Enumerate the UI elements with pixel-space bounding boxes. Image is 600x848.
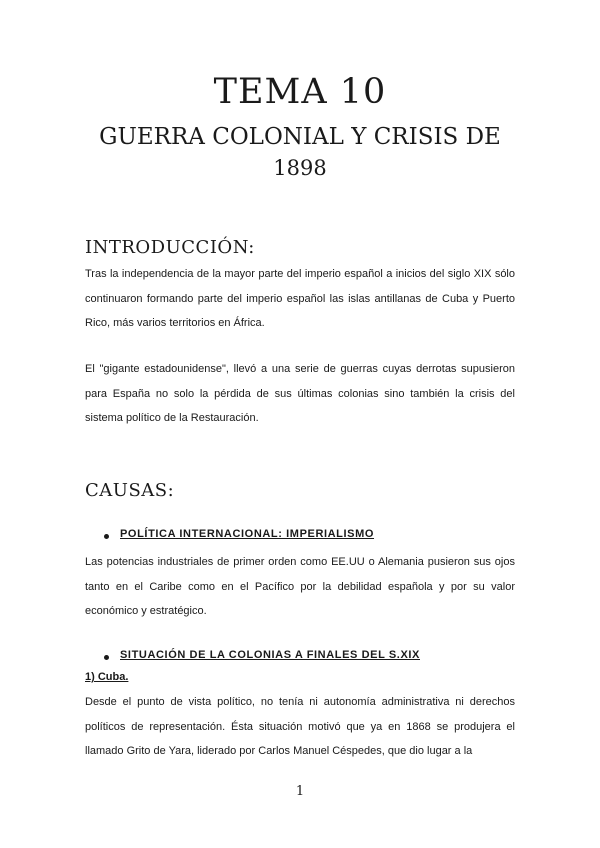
intro-paragraph-1: Tras la independencia de la mayor parte del imperio español a inicios del siglo XIX sólo continuaron formando parte del imperio español las islas antillanas de Cuba y Puerto Rico, más varios territorios en África. — [85, 268, 515, 329]
causas-paragraph-imperialismo: Las potencias industriales de primer orden como EE.UU o Alemania pusieron sus ojos tanto en el Caribe como en el Pacífico por la debilidad española y por su valor económico y estratégico. — [85, 556, 515, 617]
bullet-dot — [104, 534, 109, 539]
intro-paragraph-2: El "gigante estadounidense", llevó a una serie de guerras cuyas derrotas supusieron para España no solo la pérdida de sus últimas colonias sino también la crisis del sistema político de la Restauración. — [85, 363, 515, 424]
document-subtitle-line2: 1898 — [273, 156, 327, 180]
cuba-paragraph: Desde el punto de vista político, no tenía ni autonomía administrativa ni derechos políticos de representación. Ésta situación motivó que ya en 1868 se produjera el llamado Grito de Yara, liderado por Carlos Manuel Céspedes, que dio lugar a la — [85, 696, 515, 757]
section-heading-causas: CAUSAS: — [85, 480, 175, 501]
section-heading-introduccion: INTRODUCCIÓN: — [85, 237, 255, 258]
document-title: TEMA 10 — [213, 72, 387, 112]
bullet-heading-situacion-colonias: SITUACIÓN DE LA COLONIAS A FINALES DEL S.XIX — [120, 649, 420, 661]
subheading-cuba: 1) Cuba. — [85, 671, 129, 683]
bullet-dot — [104, 655, 109, 660]
document-subtitle-line1: GUERRA COLONIAL Y CRISIS DE — [99, 124, 501, 150]
bullet-heading-politica-internacional: POLÍTICA INTERNACIONAL: IMPERIALISMO — [120, 528, 375, 540]
page-number: 1 — [295, 784, 305, 799]
